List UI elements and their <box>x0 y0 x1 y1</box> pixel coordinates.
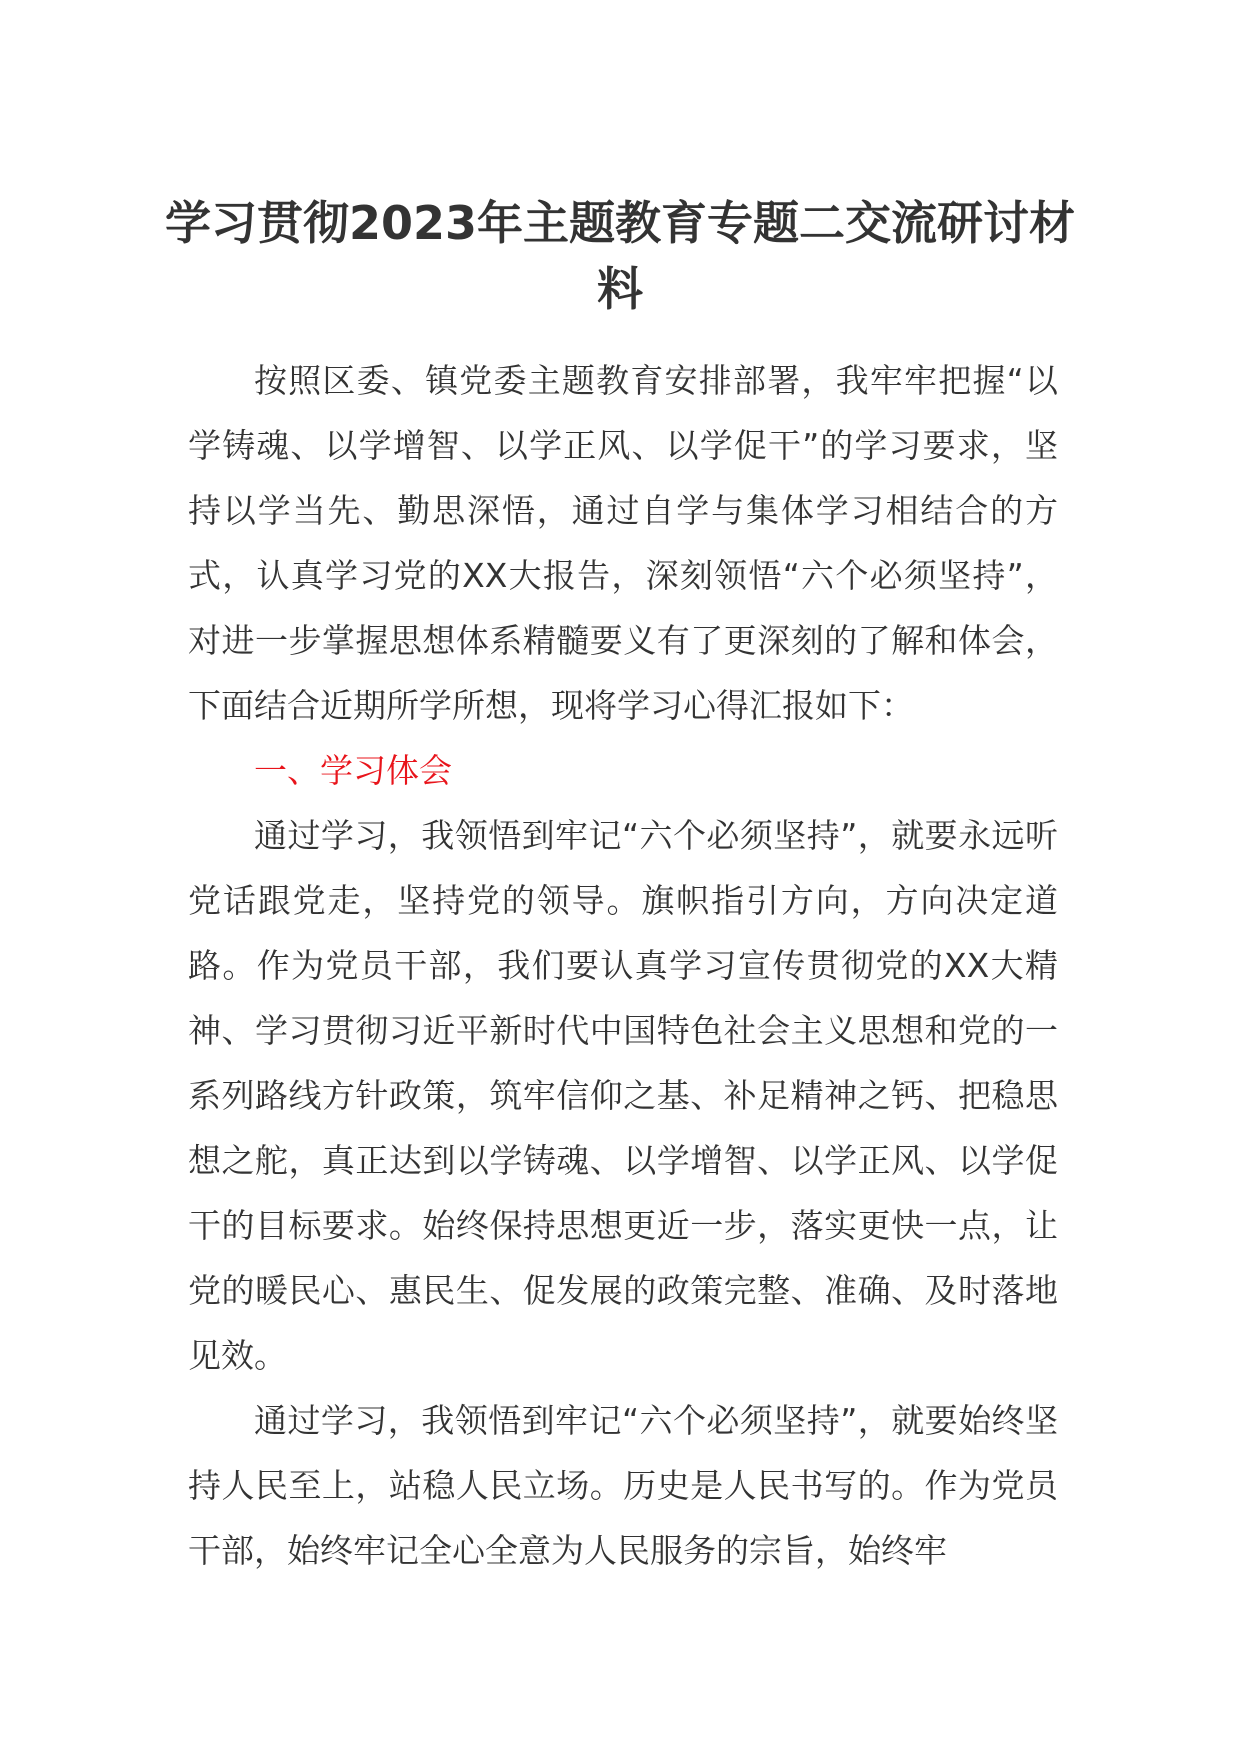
document-body <box>188 348 1058 1583</box>
document-title: 学习贯彻2023年主题教育专题二交流研讨材料 <box>164 196 1076 316</box>
body-paragraph: 通过学习，我领悟到牢记“六个必须坚持”，就要永远听党话跟党走，坚持党的领导。旗帜指引方向，方向决定道路。作为党员干部，我们要认真学习宣传贯彻党的XX大精神、学习贯彻习近平新时代中国特色社会主义思想和党的一系列路线方针政策，筑牢信仰之基、补足精神之钙、把稳思想之舵，真正达到以学铸魂、以学增智、以学正风、以学促干的目标要求。始终保持思想更近一步，落实更快一点，让党的暖民心、惠民生、促发展的政策完整、准确、及时落地见效。 <box>188 816 1058 1375</box>
intro-paragraph: 按照区委、镇党委主题教育安排部署，我牢牢把握“以学铸魂、以学增智、以学正风、以学促干”的学习要求，坚持以学当先、勤思深悟，通过自学与集体学习相结合的方式，认真学习党的XX大报告，深刻领悟“六个必须坚持”，对进一步掌握思想体系精髓要义有了更深刻的了解和体会，下面结合近期所学所想，现将学习心得汇报如下： <box>188 361 1058 725</box>
section-heading: 一、学习体会 <box>254 751 452 790</box>
body-paragraph: 通过学习，我领悟到牢记“六个必须坚持”，就要始终坚持人民至上，站稳人民立场。历史是人民书写的。作为党员干部，始终牢记全心全意为人民服务的宗旨，始终牢 <box>188 1401 1058 1570</box>
